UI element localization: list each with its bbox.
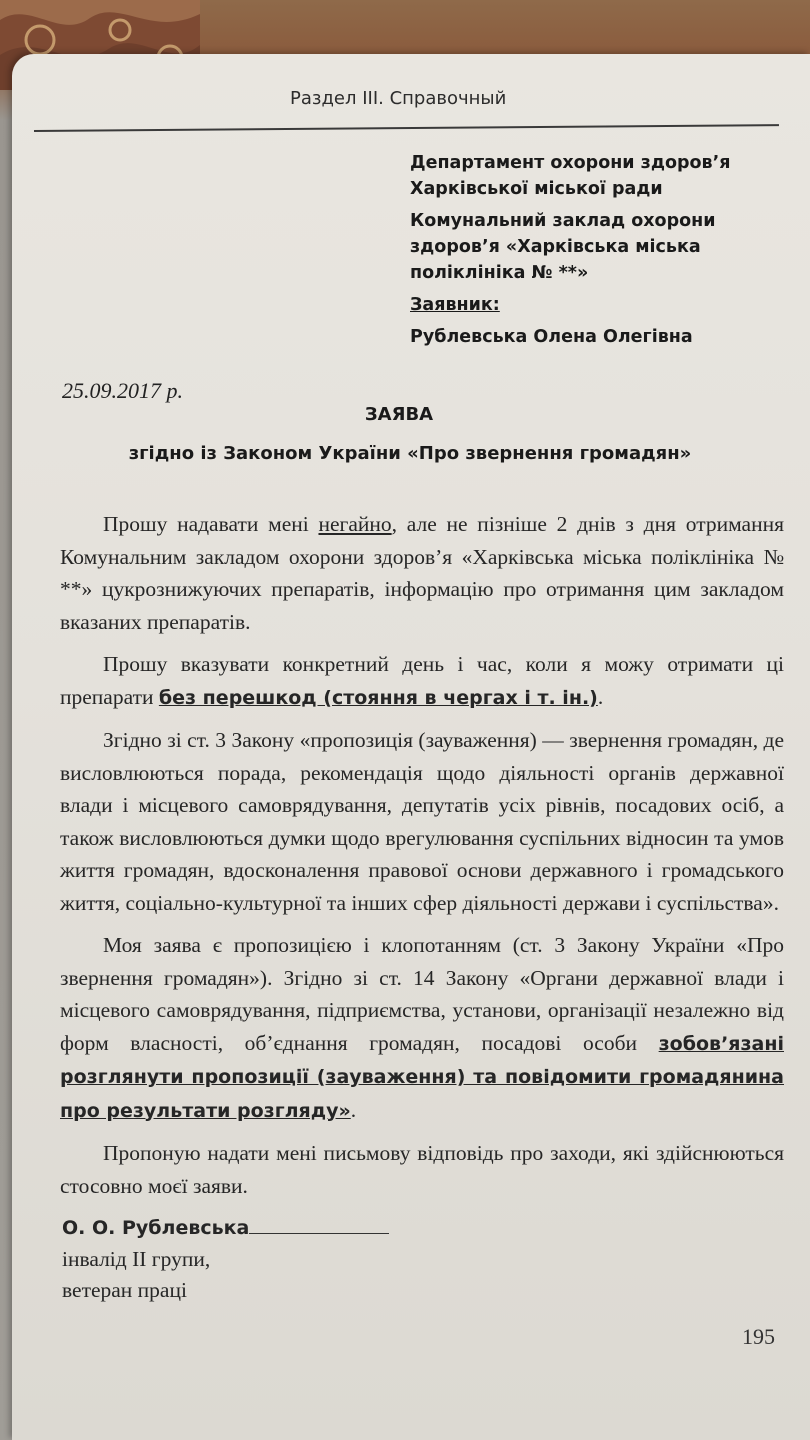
signature-status-1: інвалід ІІ групи, bbox=[62, 1247, 211, 1271]
p3-text: Згідно зі ст. 3 Закону «пропозиція (зауваження) — звернення громадян, де висловлюються порада, рекомендація щодо діяльності органів державної влади і місцевого самоврядування, депутатів усіх рівнів, посадових осіб, а також висловлюються думки щодо врегулювання суспільних відносин та умов життя громадян, вдосконалення правової основи державного і громадського життя, соціально-культурної та інших сфер діяльності держави і суспільства». bbox=[60, 728, 784, 915]
recipient-block bbox=[410, 150, 790, 356]
applicant-name: Рублевська Олена Олегівна bbox=[410, 327, 693, 347]
signature-block bbox=[62, 1212, 389, 1306]
document-body bbox=[60, 508, 784, 1212]
p1-text-b: , але не пізніше 2 днів з дня отримання Комунальним закладом охорони здоров’я «Харківська міська поліклініка № **» цукрознижуючих препаратів, інформацію про отримання цим закладом вказаних препаратів. bbox=[60, 512, 785, 634]
p5-text: Пропоную надати мені письмову відповідь про заходи, які здійснюються стосовно моєї заяви. bbox=[60, 1141, 784, 1198]
running-header: Раздел III. Справочный bbox=[290, 88, 507, 109]
paragraph-3 bbox=[60, 724, 784, 919]
signature-name: О. О. Рублевська bbox=[62, 1217, 250, 1239]
paragraph-2 bbox=[60, 648, 784, 714]
document-date: 25.09.2017 р. bbox=[62, 378, 183, 403]
p1-underlined: негайно bbox=[318, 512, 392, 536]
page-number: 195 bbox=[742, 1324, 775, 1349]
document-title: ЗАЯВА bbox=[364, 404, 434, 425]
signature-status-2: ветеран праці bbox=[62, 1278, 187, 1302]
p2-text-a: Прошу вказувати конкретний день і час, коли я можу отримати ці препарати bbox=[60, 652, 784, 709]
paragraph-1 bbox=[60, 508, 784, 638]
paragraph-4 bbox=[60, 929, 784, 1127]
p4-emphasis: зобов’язані розглянути пропозиції (зауваження) та повідомити громадянина про результати розгляду» bbox=[60, 1032, 784, 1122]
document-subtitle: згідно із Законом України «Про звернення громадян» bbox=[128, 443, 692, 464]
signature-row bbox=[62, 1212, 389, 1244]
p2-emphasis: без перешкод (стояння в чергах і т. ін.) bbox=[158, 686, 598, 709]
p4-text-b: . bbox=[350, 1097, 357, 1122]
p2-text-b: . bbox=[597, 684, 604, 709]
applicant-label: Заявник: bbox=[410, 295, 500, 315]
paragraph-5 bbox=[60, 1137, 784, 1202]
recipient-institution: Комунальний заклад охорони здоров’я «Харківська міська поліклініка № **» bbox=[410, 211, 716, 283]
p1-text-a: Прошу надавати мені bbox=[103, 512, 319, 536]
p4-text-a: Моя заява є пропозицією і клопотанням (ст. 3 Закону України «Про звернення громадян»). Згідно зі ст. 14 Закону «Органи державної влади і місцевого самоврядування, підприємства, установи, організації незалежно від форм власності, об’єднання громадян, посадові особи bbox=[60, 933, 784, 1055]
recipient-department: Департамент охорони здоров’я Харківської міської ради bbox=[410, 153, 731, 199]
signature-line bbox=[249, 1213, 389, 1234]
